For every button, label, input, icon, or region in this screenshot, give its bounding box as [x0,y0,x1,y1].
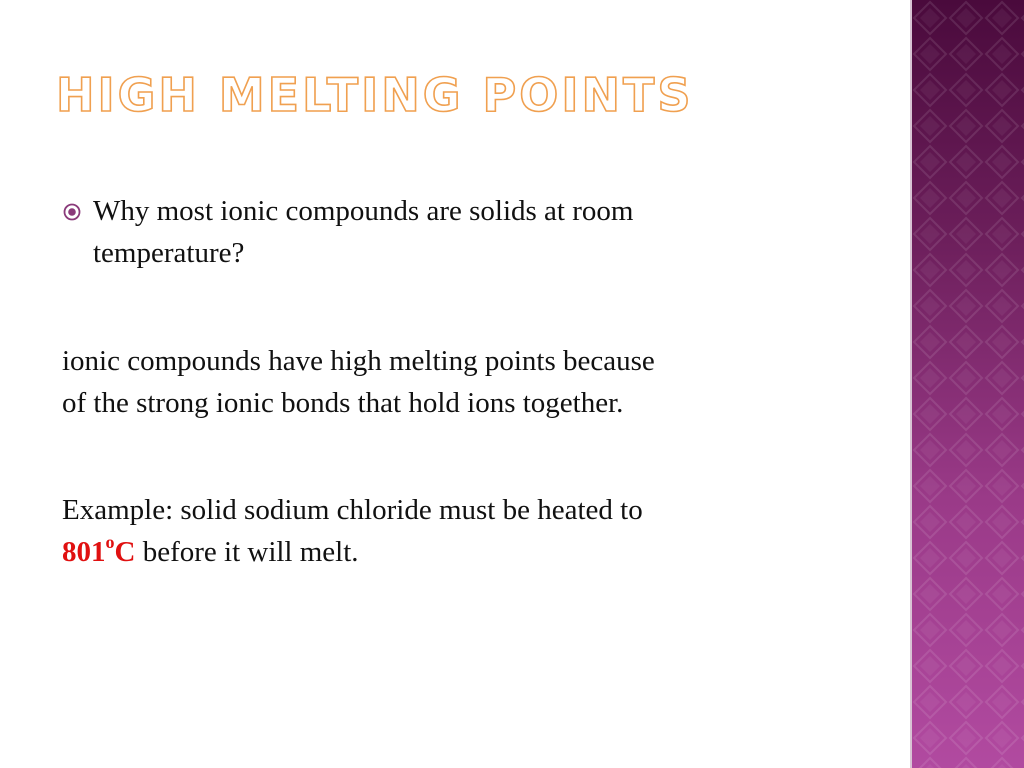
example-paragraph [62,489,852,573]
temperature-unit: C [114,536,136,568]
melting-temperature [62,532,136,568]
bullet-text [62,190,842,274]
explanation-paragraph [62,340,852,424]
decorative-side-band [912,0,1024,768]
slide-title: HIGH MELTING POINTS [56,68,694,122]
circled-dot-bullet-icon [62,202,82,222]
explanation-line1: ionic compounds have high melting points because [62,345,655,377]
example-line2-rest: before it will melt. [135,536,359,568]
bullet-item [62,190,842,274]
bullet-text-line1: Why most ionic compounds are solids at room [93,195,634,227]
melting-temperature-value: 801 [62,536,106,568]
example-line1: Example: solid sodium chloride must be heated to [62,494,643,526]
bullet-text-line2: temperature? [93,237,245,269]
diamond-pattern [912,0,1024,768]
explanation-line2: of the strong ionic bonds that hold ions together. [62,387,624,419]
degree-symbol: o [105,532,115,553]
